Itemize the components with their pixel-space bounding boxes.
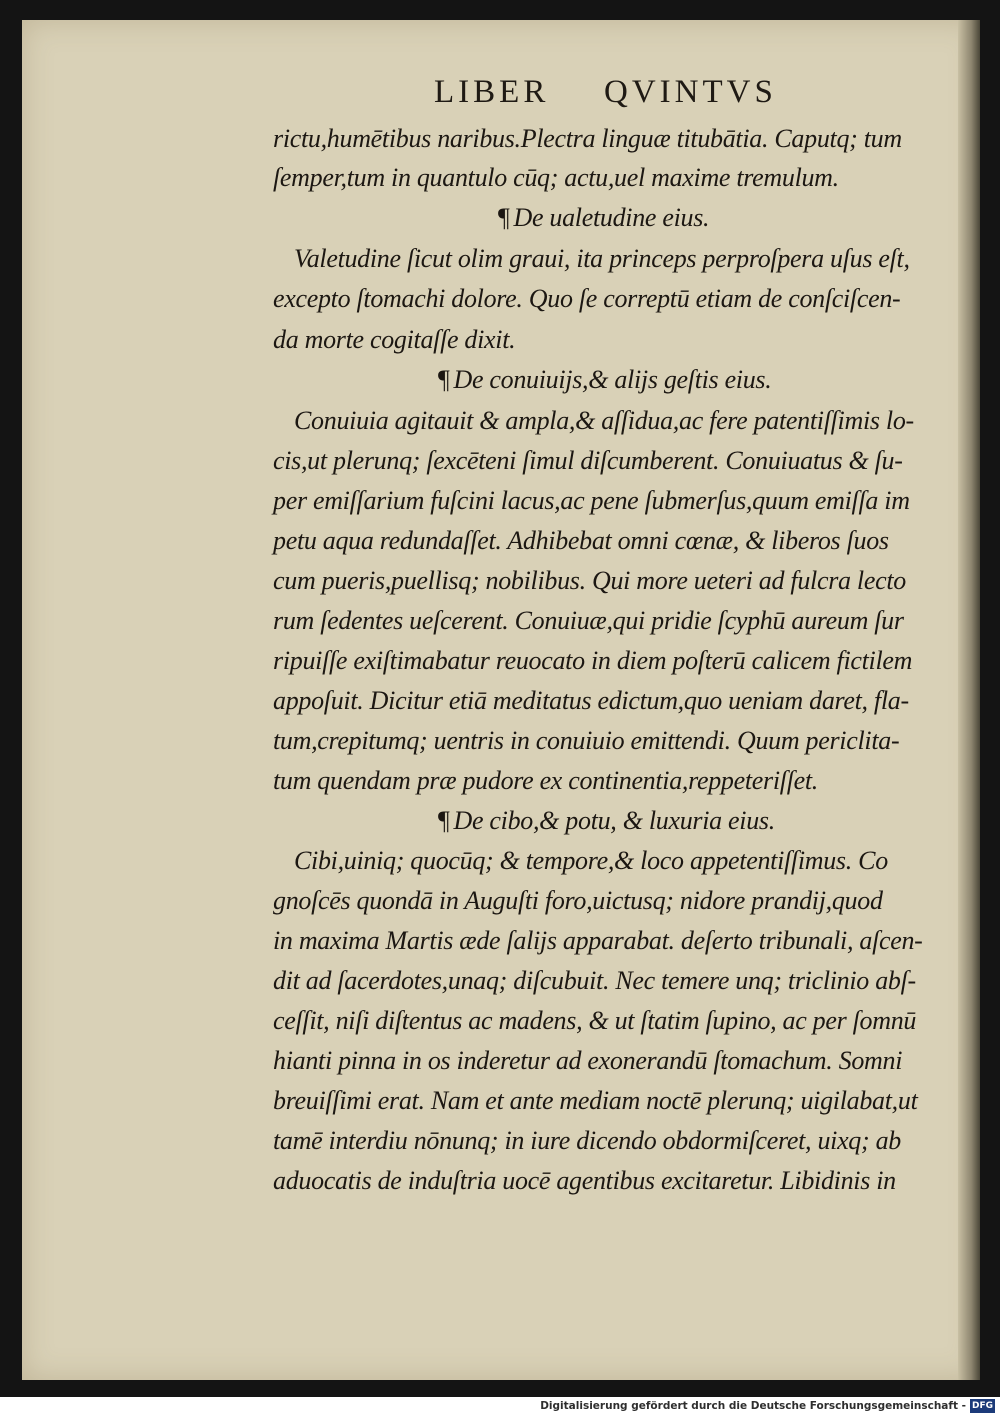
section-heading [438,806,775,836]
text-line: petu aqua redundaſſet. Adhibebat omni cœnæ, & liberos ſuos [273,526,889,555]
text-line: tamē interdiu nōnunq; in iure dicendo obdormiſceret, uixq; ab [273,1126,901,1155]
footer-credit: Digitalisierung gefördert durch die Deutsche Forschungsgemeinschaft - [540,1400,966,1412]
running-head-word-1: LIBER [434,74,550,110]
text-line: rum ſedentes ueſcerent. Conuiuæ,qui pridie ſcyphū aureum ſur [273,606,904,635]
section-heading-text: De ualetudine eius. [513,203,710,232]
pilcrow-icon: ¶ [438,806,450,835]
text-line: tum,crepitumq; uentris in conuiuio emittendi. Quum periclita- [273,726,900,755]
text-line: ſemper,tum in quantulo cūq; actu,uel maxime tremulum. [273,163,839,192]
running-head-word-2: QVINTVS [604,74,777,110]
text-line: per emiſſarium fuſcini lacus,ac pene ſubmerſus,quum emiſſa im [273,486,910,515]
text-line: da morte cogitaſſe dixit. [273,325,516,354]
section-heading [438,365,771,395]
text-line: Valetudine ſicut olim graui, ita princeps perproſpera uſus eſt, [294,244,910,273]
section-heading-text: De cibo,& potu, & luxuria eius. [453,806,775,835]
dfg-logo-icon: DFG [971,1401,993,1411]
text-line: breuiſſimi erat. Nam et ante mediam noctē plerunq; uigilabat,ut [273,1086,918,1115]
text-line: tum quendam præ pudore ex continentia,reppeteriſſet. [273,766,818,795]
text-line: ceſſit, niſi diſtentus ac madens, & ut ſtatim ſupino, ac per ſomnū [273,1006,917,1035]
pilcrow-icon: ¶ [438,365,450,394]
text-line: aduocatis de induſtria uocē agentibus excitaretur. Libidinis in [273,1166,896,1195]
pilcrow-icon: ¶ [498,203,510,232]
text-line: hianti pinna in os inderetur ad exonerandū ſtomachum. Somni [273,1046,903,1075]
text-line: appoſuit. Dicitur etiā meditatus edictum,quo ueniam daret, fla- [273,686,909,715]
text-line: ripuiſſe exiſtimabatur reuocato in diem poſterū calicem fictilem [273,646,913,675]
text-line: rictu,humētibus naribus.Plectra linguæ titubātia. Caputq; tum [273,124,902,153]
text-line: dit ad ſacerdotes,unaq; diſcubuit. Nec temere unq; triclinio abſ- [273,966,916,995]
text-line: cis,ut plerunq; ſexcēteni ſimul diſcumberent. Conuiuatus & ſu- [273,446,903,475]
text-line: Cibi,uiniq; quocūq; & tempore,& loco appetentiſſimus. Co [294,846,888,875]
section-heading-text: De conuiuijs,& alijs geſtis eius. [453,365,772,394]
text-line: gnoſcēs quondā in Auguſti foro,uictusq; nidore prandij,quod [273,886,883,915]
text-line: Conuiuia agitauit & ampla,& aſſidua,ac fere patentiſſimis lo- [294,406,914,435]
text-line: excepto ſtomachi dolore. Quo ſe correptū etiam de conſciſcen- [273,284,901,313]
text-line: cum pueris,puellisq; nobilibus. Qui more ueteri ad fulcra lecto [273,566,906,595]
text-line: in maxima Martis æde ſalijs apparabat. deſerto tribunali, aſcen- [273,926,923,955]
section-heading [498,203,709,233]
